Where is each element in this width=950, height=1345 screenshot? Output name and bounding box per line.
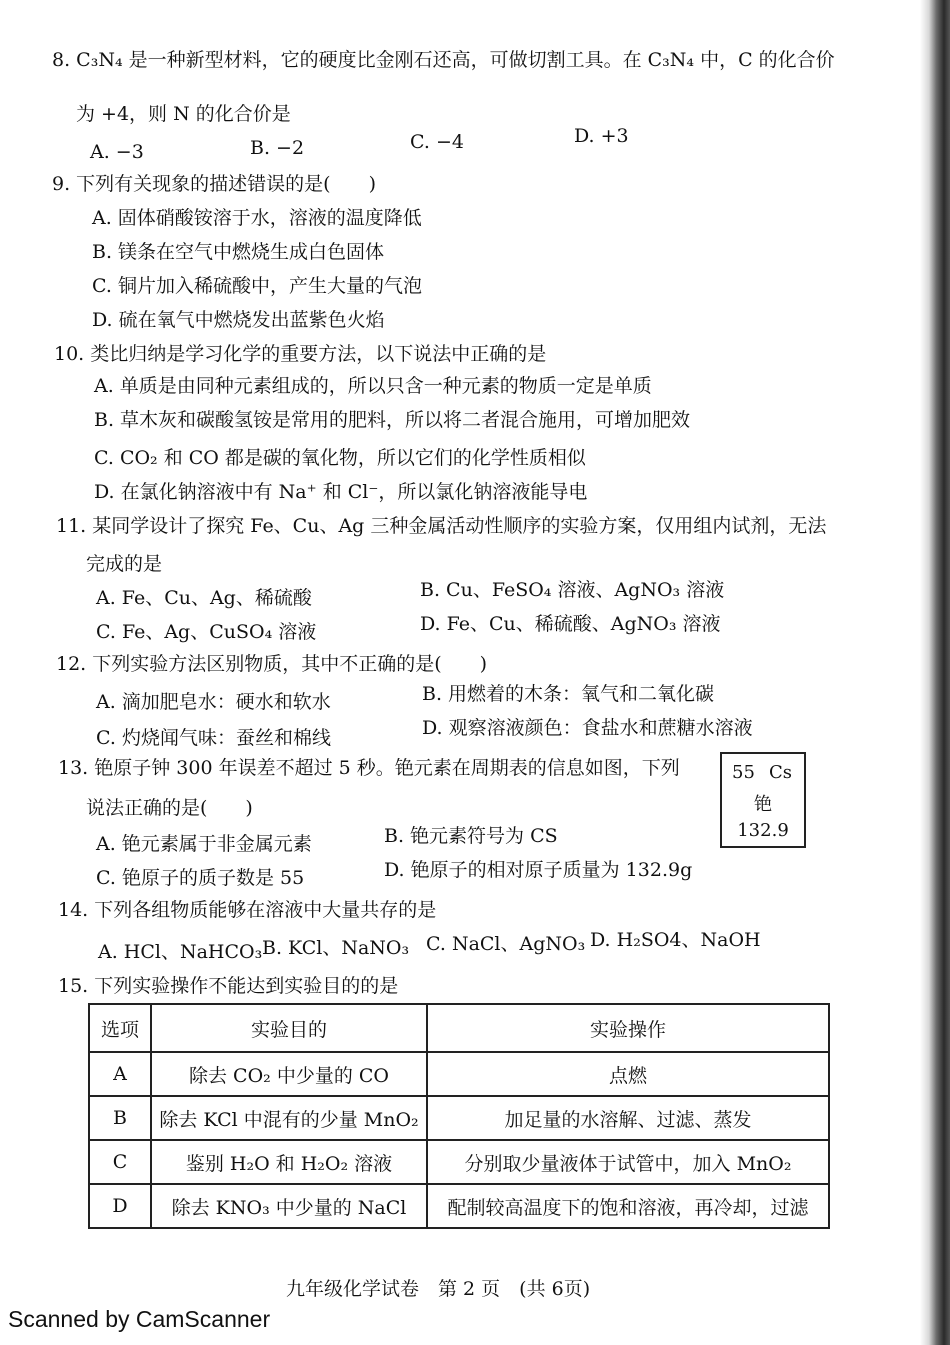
element-symbol: Cs bbox=[768, 762, 792, 783]
table-cell: B bbox=[89, 1096, 151, 1140]
table-cell: 加足量的水溶解、过滤、蒸发 bbox=[427, 1096, 829, 1140]
q14-option-d: D. H₂SO4、NaOH bbox=[590, 929, 761, 951]
q8-stem-line1: 8. C₃N₄ 是一种新型材料，它的硬度比金刚石还高，可做切割工具。在 C₃N₄ 中，C 的化合价 bbox=[52, 49, 835, 71]
table-cell: C bbox=[89, 1140, 151, 1184]
q8-option-c: C. −4 bbox=[410, 131, 464, 153]
q9-stem: 9. 下列有关现象的描述错误的是( ) bbox=[52, 173, 376, 195]
q12-option-d: D. 观察溶液颜色：食盐水和蔗糖水溶液 bbox=[422, 717, 753, 739]
q14-stem: 14. 下列各组物质能够在溶液中大量共存的是 bbox=[58, 899, 437, 921]
q11-stem-line1: 11. 某同学设计了探究 Fe、Cu、Ag 三种金属活动性顺序的实验方案，仅用组内试剂，无法 bbox=[56, 515, 827, 537]
q8-stem-line2: 为 +4，则 N 的化合价是 bbox=[76, 103, 291, 125]
atomic-mass: 132.9 bbox=[737, 820, 789, 841]
q9-option-b: B. 镁条在空气中燃烧生成白色固体 bbox=[92, 241, 385, 263]
q12-option-c: C. 灼烧闻气味：蚕丝和棉线 bbox=[96, 727, 331, 749]
q14-option-b: B. KCl、NaNO₃ bbox=[262, 937, 410, 959]
element-name: 铯 bbox=[754, 794, 772, 815]
table-cell: A bbox=[89, 1052, 151, 1096]
table-cell: 点燃 bbox=[427, 1052, 829, 1096]
q8-option-a: A. −3 bbox=[90, 141, 144, 163]
camscanner-watermark: Scanned by CamScanner bbox=[8, 1306, 271, 1332]
q12-stem: 12. 下列实验方法区别物质，其中不正确的是( ) bbox=[56, 653, 488, 675]
q15-stem: 15. 下列实验操作不能达到实验目的的是 bbox=[58, 975, 399, 997]
table-cell: 分别取少量液体于试管中，加入 MnO₂ bbox=[427, 1140, 829, 1184]
table-cell: 配制较高温度下的饱和溶液，再冷却，过滤 bbox=[427, 1184, 829, 1228]
table-row bbox=[89, 1140, 829, 1184]
q8-option-d: D. +3 bbox=[574, 125, 629, 147]
table-cell: D bbox=[89, 1184, 151, 1228]
q13-stem-line1: 13. 铯原子钟 300 年误差不超过 5 秒。铯元素在周期表的信息如图，下列 bbox=[58, 757, 680, 779]
q9-option-d: D. 硫在氧气中燃烧发出蓝紫色火焰 bbox=[92, 309, 385, 331]
page-footer: 九年级化学试卷 第 2 页 (共 6页) bbox=[286, 1278, 591, 1300]
q13-stem-line2: 说法正确的是( ) bbox=[86, 797, 253, 819]
q11-option-c: C. Fe、Ag、CuSO₄ 溶液 bbox=[96, 621, 317, 643]
header-purpose: 实验目的 bbox=[151, 1004, 427, 1052]
table-header-row bbox=[89, 1004, 829, 1052]
q13-option-a: A. 铯元素属于非金属元素 bbox=[96, 833, 312, 855]
q9-option-a: A. 固体硝酸铵溶于水，溶液的温度降低 bbox=[92, 207, 422, 229]
experiment-table bbox=[88, 1003, 830, 1229]
q13-option-c: C. 铯原子的质子数是 55 bbox=[96, 867, 305, 889]
q8-option-b: B. −2 bbox=[250, 137, 305, 159]
header-option: 选项 bbox=[89, 1004, 151, 1052]
table-cell: 除去 KCl 中混有的少量 MnO₂ bbox=[151, 1096, 427, 1140]
scan-edge-shadow bbox=[920, 0, 950, 1345]
q11-option-b: B. Cu、FeSO₄ 溶液、AgNO₃ 溶液 bbox=[420, 579, 725, 601]
cesium-element-card bbox=[720, 752, 806, 848]
table-cell: 除去 KNO₃ 中少量的 NaCl bbox=[151, 1184, 427, 1228]
header-operation: 实验操作 bbox=[427, 1004, 829, 1052]
table-cell: 鉴别 H₂O 和 H₂O₂ 溶液 bbox=[151, 1140, 427, 1184]
q14-option-a: A. HCl、NaHCO₃ bbox=[98, 941, 263, 963]
q11-option-d: D. Fe、Cu、稀硫酸、AgNO₃ 溶液 bbox=[420, 613, 721, 635]
q12-option-a: A. 滴加肥皂水：硬水和软水 bbox=[96, 691, 331, 713]
atomic-number: 55 bbox=[732, 762, 755, 783]
table-row bbox=[89, 1184, 829, 1228]
q11-stem-line2: 完成的是 bbox=[86, 553, 163, 575]
q13-option-d: D. 铯原子的相对原子质量为 132.9g bbox=[384, 859, 693, 881]
q11-option-a: A. Fe、Cu、Ag、稀硫酸 bbox=[96, 587, 312, 609]
q14-option-c: C. NaCl、AgNO₃ bbox=[426, 933, 586, 955]
table-row bbox=[89, 1052, 829, 1096]
q10-option-a: A. 单质是由同种元素组成的，所以只含一种元素的物质一定是单质 bbox=[94, 375, 652, 397]
table-row bbox=[89, 1096, 829, 1140]
q10-option-c: C. CO₂ 和 CO 都是碳的氧化物，所以它们的化学性质相似 bbox=[94, 447, 586, 469]
q9-option-c: C. 铜片加入稀硫酸中，产生大量的气泡 bbox=[92, 275, 422, 297]
q10-option-b: B. 草木灰和碳酸氢铵是常用的肥料，所以将二者混合施用，可增加肥效 bbox=[94, 409, 691, 431]
table-cell: 除去 CO₂ 中少量的 CO bbox=[151, 1052, 427, 1096]
q12-option-b: B. 用燃着的木条：氧气和二氧化碳 bbox=[422, 683, 715, 705]
q13-option-b: B. 铯元素符号为 CS bbox=[384, 825, 558, 847]
q10-stem: 10. 类比归纳是学习化学的重要方法，以下说法中正确的是 bbox=[54, 343, 547, 365]
q10-option-d: D. 在氯化钠溶液中有 Na⁺ 和 Cl⁻，所以氯化钠溶液能导电 bbox=[94, 481, 588, 503]
